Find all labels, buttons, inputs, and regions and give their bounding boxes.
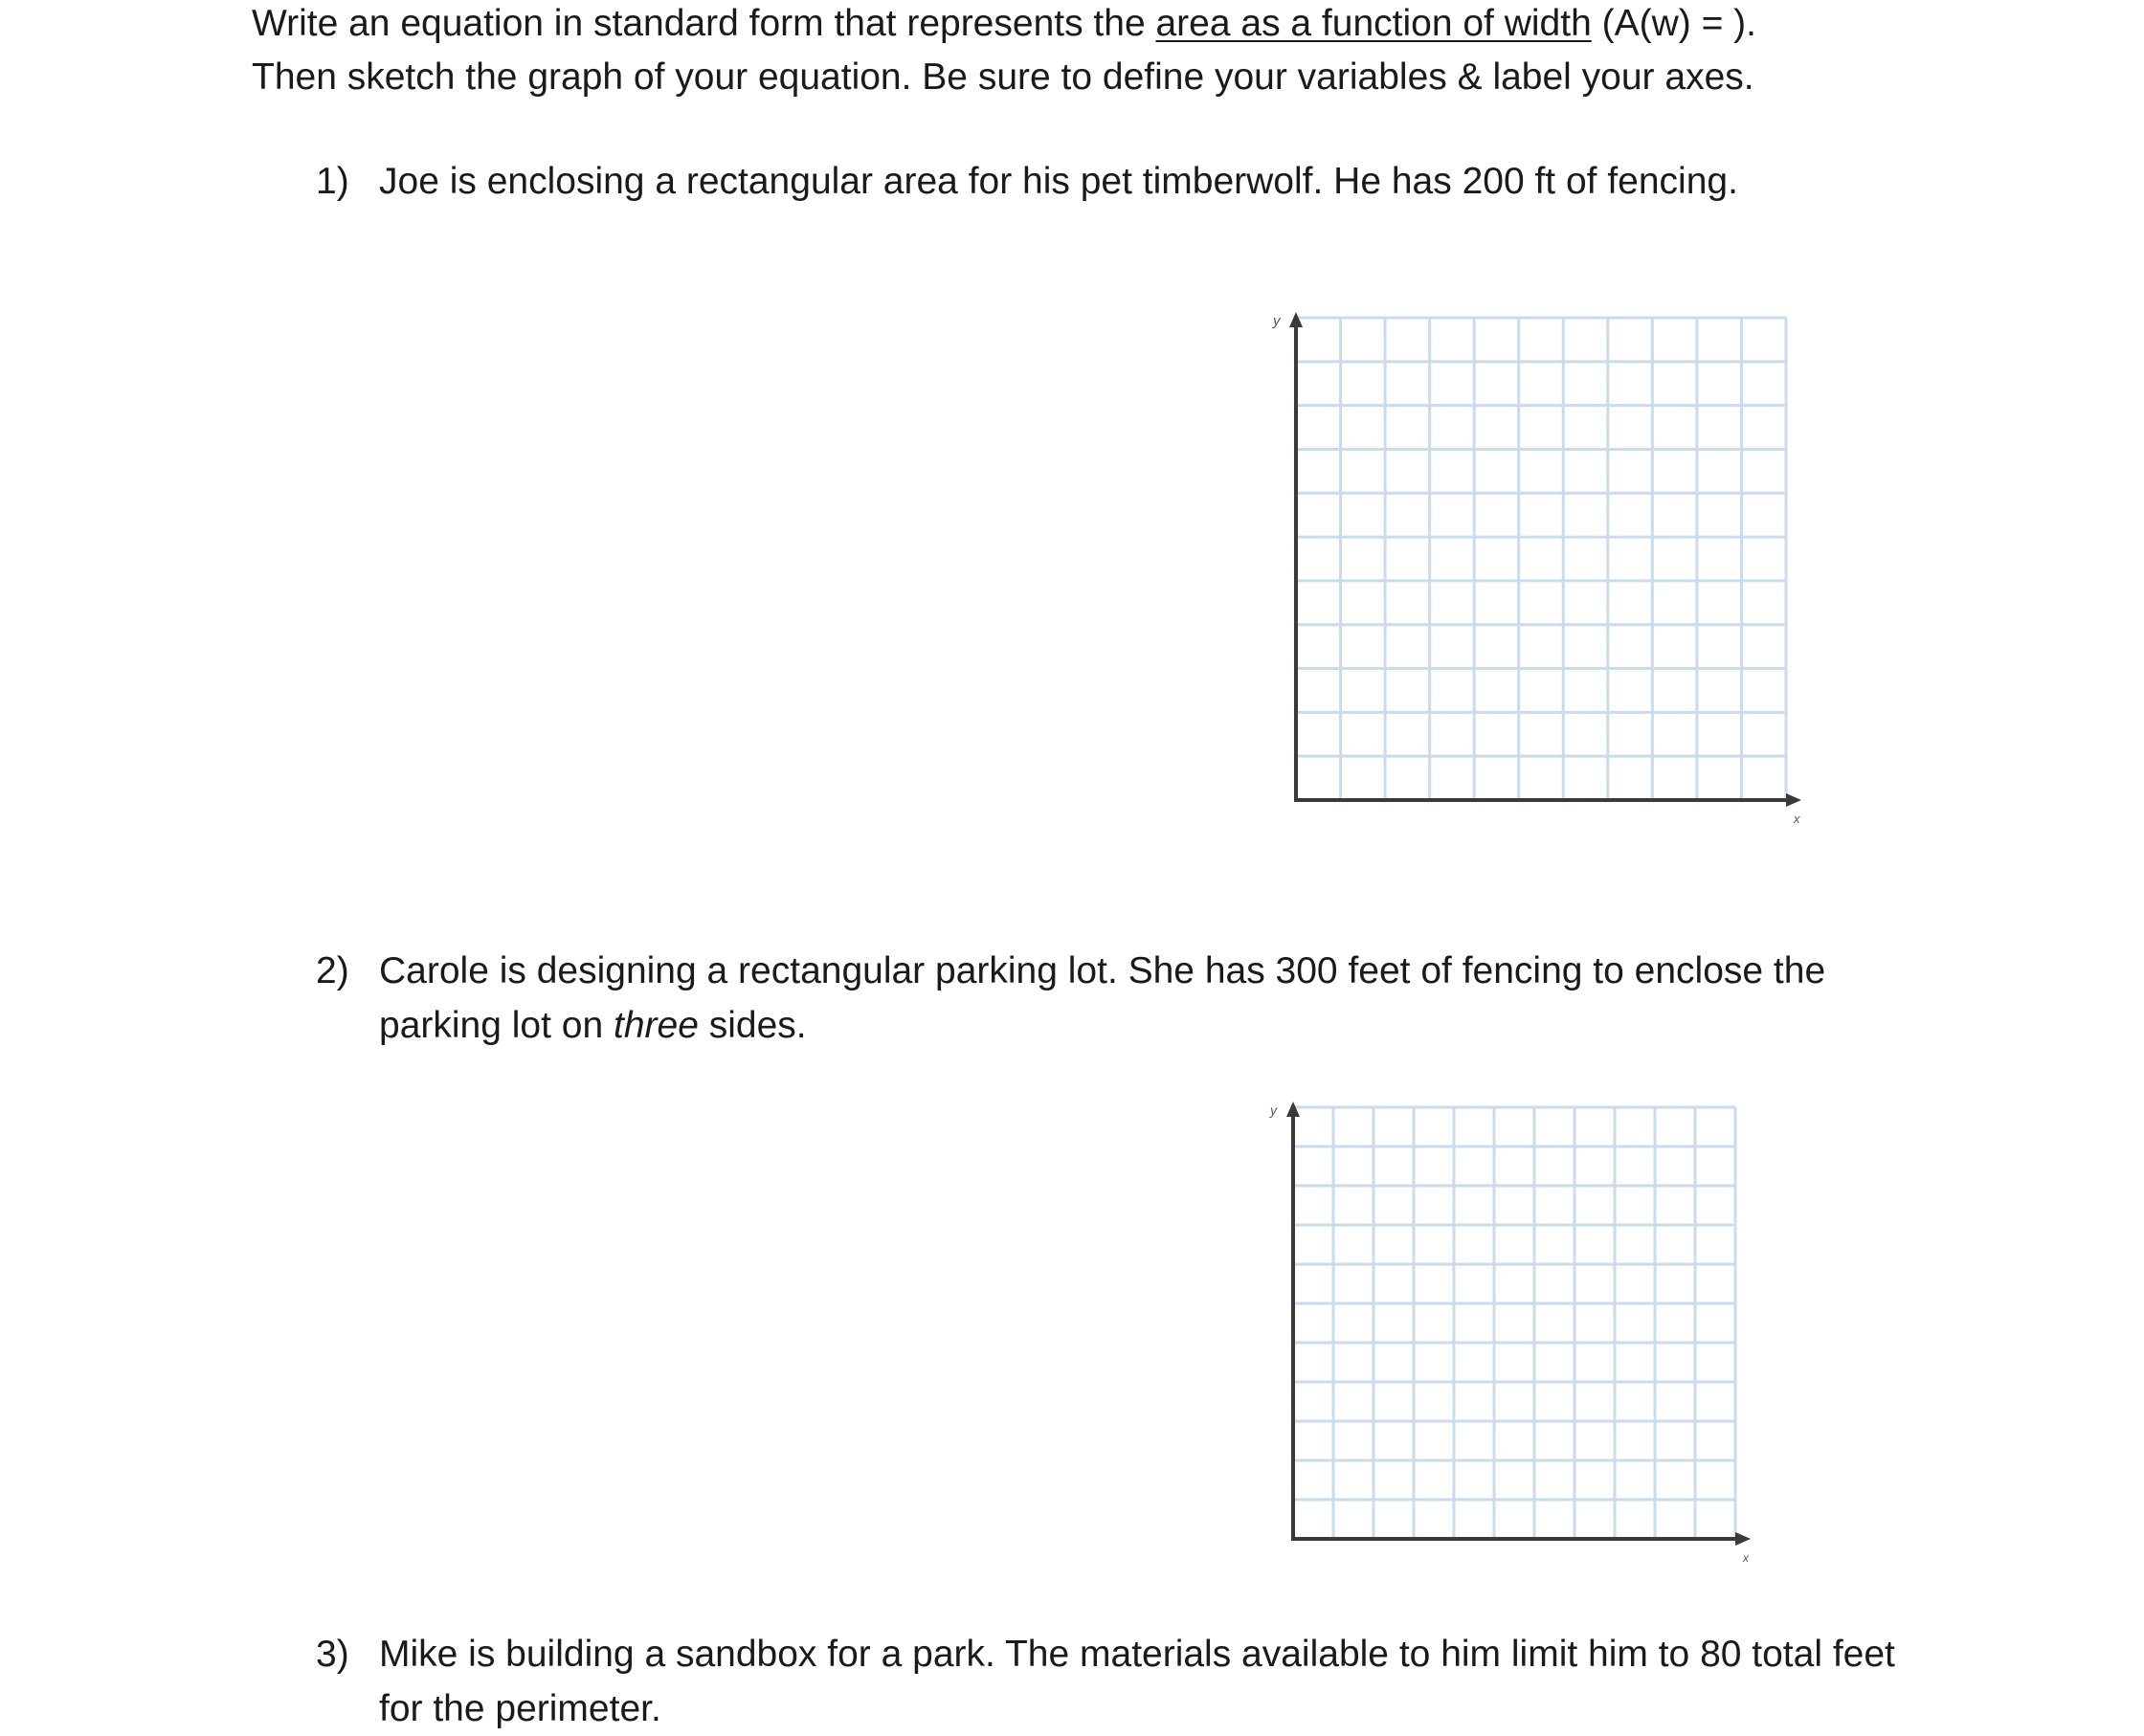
instructions-line-2: Then sketch the graph of your equation. Be sure to define your variables & label your axes. xyxy=(252,56,1754,98)
problem-text-emphasis: three xyxy=(614,1005,699,1046)
problem-text xyxy=(379,944,1943,1053)
instructions-line-1 xyxy=(252,0,2070,51)
x-axis-label: x xyxy=(1794,812,1800,826)
x-axis-arrow-icon xyxy=(1735,1532,1751,1546)
y-axis-arrow-icon xyxy=(1289,312,1303,327)
problem-text: Mike is building a sandbox for a park. The materials available to him limit him to 80 total feet for the perimeter. xyxy=(379,1634,1895,1729)
instructions-suffix: (A(w) = ). xyxy=(1591,3,1757,44)
y-axis-label: y xyxy=(1270,1102,1277,1118)
problem-number: 3) xyxy=(316,1634,349,1675)
instructions-text: Write an equation in standard form that represents the xyxy=(252,3,1156,44)
problem-text-part: sides. xyxy=(698,1005,807,1046)
instructions-underlined-text: area as a function of width xyxy=(1155,3,1592,44)
x-axis-arrow-icon xyxy=(1786,793,1801,807)
problem-number: 2) xyxy=(316,950,349,991)
graph-1 xyxy=(1262,306,1798,829)
instructions xyxy=(252,0,2070,104)
problem-text-part: Carole is designing a rectangular parking lot. She has 300 feet of fencing to enclose the parking lot on xyxy=(379,950,1826,1046)
y-axis-label: y xyxy=(1273,313,1281,329)
problem-3 xyxy=(316,1627,1943,1736)
problem-text: Joe is enclosing a rectangular area for his pet timberwolf. He has 200 ft of fencing. xyxy=(379,161,1738,202)
x-axis-label: x xyxy=(1743,1551,1749,1565)
problem-2 xyxy=(316,944,1943,1053)
graph-2 xyxy=(1262,1096,1749,1567)
problem-number: 1) xyxy=(316,161,349,202)
y-axis-arrow-icon xyxy=(1286,1102,1300,1117)
problem-1 xyxy=(316,154,1943,209)
